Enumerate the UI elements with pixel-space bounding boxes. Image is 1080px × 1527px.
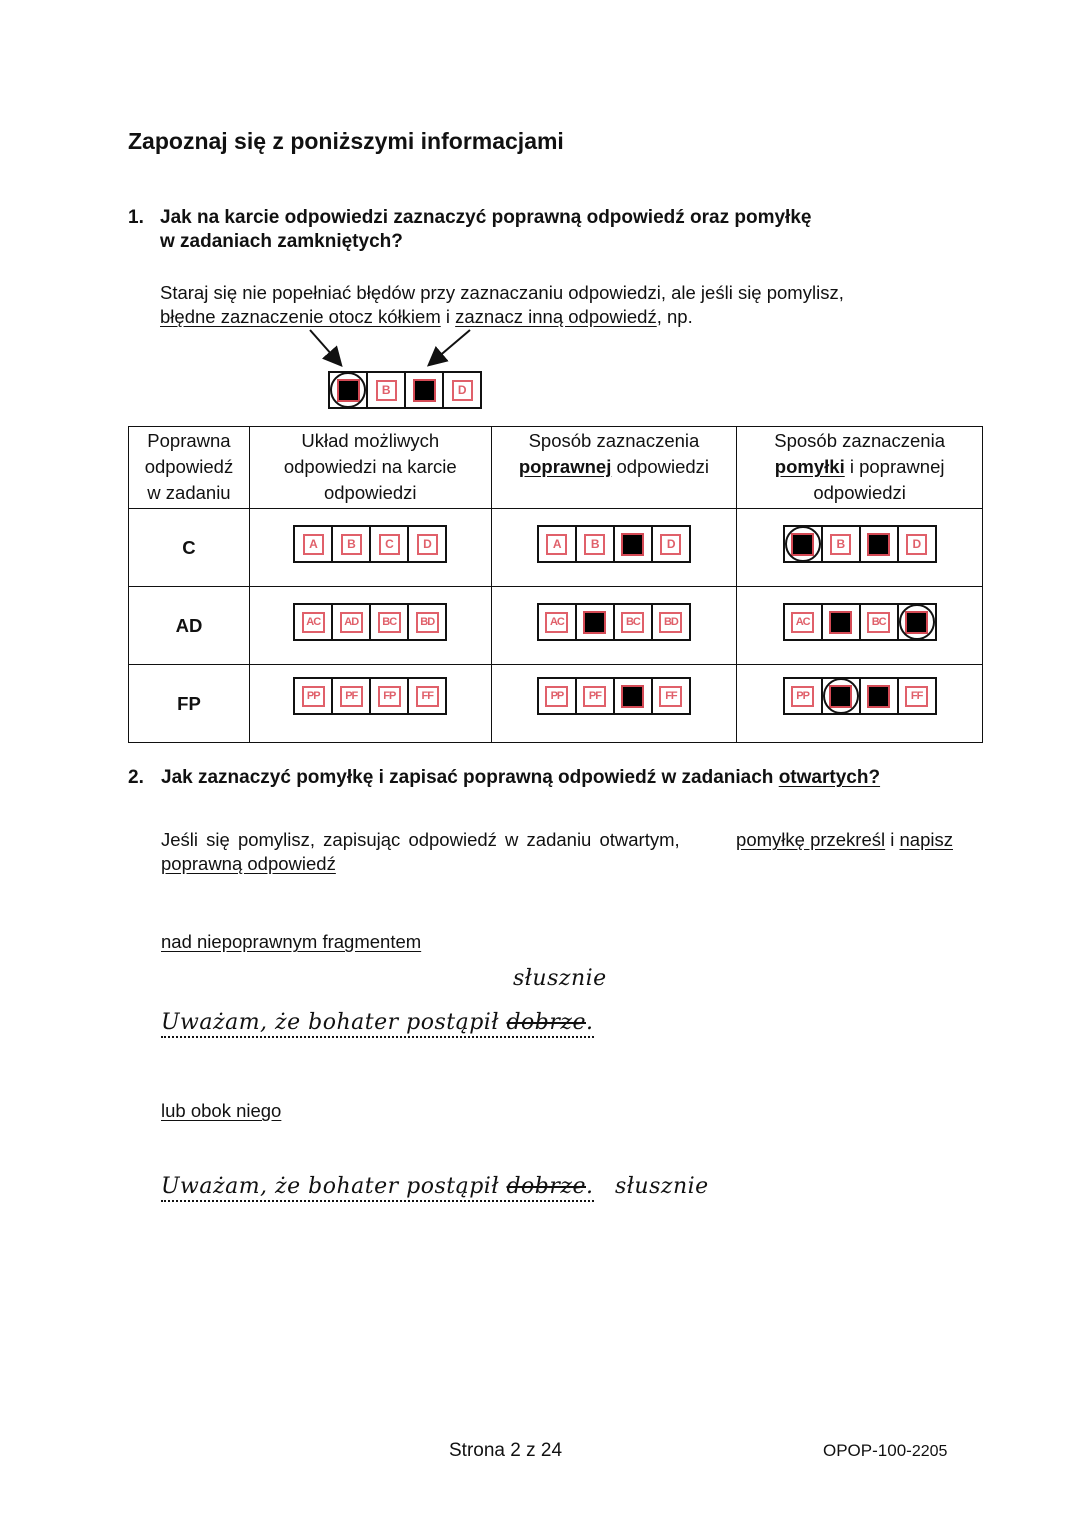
header-bold: pomyłki — [774, 456, 845, 477]
mistake-strip — [783, 525, 937, 563]
section2-number: 2. — [128, 767, 144, 788]
answer-option: AC — [545, 612, 568, 633]
answer-cell — [331, 605, 369, 639]
answer-cell — [897, 527, 935, 561]
answer-option: BC — [378, 612, 401, 633]
row-mistake-cell — [737, 665, 983, 743]
layout-strip — [293, 677, 447, 715]
section1-paragraph — [160, 281, 844, 329]
sentence-text: Uważam, że bohater postąpił — [161, 1174, 507, 1199]
strike-instruction: pomyłkę przekreśl — [736, 829, 886, 850]
answer-option: BD — [659, 612, 682, 633]
filled-box-icon — [583, 611, 606, 634]
answer-option: B — [376, 380, 397, 401]
answer-cell — [859, 527, 897, 561]
answer-cell — [785, 679, 821, 713]
answer-option: D — [660, 534, 681, 555]
answer-cell — [330, 373, 366, 407]
answer-cell — [442, 373, 480, 407]
answer-cell — [539, 679, 575, 713]
answer-option: BD — [416, 612, 439, 633]
header-text: Sposób zaznaczenia — [774, 430, 945, 451]
page-number: Strona 2 z 24 — [449, 1440, 563, 1461]
header-text: odpowiedzi — [323, 482, 417, 503]
filled-box-icon — [829, 611, 852, 634]
answer-cell — [369, 679, 407, 713]
section1-title-line2: w zadaniach zamkniętych? — [160, 231, 403, 252]
answer-option: PP — [545, 686, 568, 707]
answer-cell — [651, 527, 689, 561]
mistake-circle-icon — [785, 526, 821, 562]
answer-cell — [575, 605, 613, 639]
row-correct-cell — [491, 587, 737, 665]
answer-cell — [613, 605, 651, 639]
row-answer: C — [129, 509, 250, 587]
code-suffix: 2205 — [911, 1443, 948, 1460]
circle-instruction: błędne zaznaczenie otocz kółkiem — [160, 306, 441, 327]
answer-cell — [295, 527, 331, 561]
answer-cell — [404, 373, 442, 407]
answer-option: A — [303, 534, 324, 555]
row-layout-cell — [249, 587, 491, 665]
row-correct-cell — [491, 665, 737, 743]
header-bold: poprawnej — [518, 456, 612, 477]
layout-strip — [293, 603, 447, 641]
section2-title — [161, 766, 880, 790]
table-row — [129, 587, 983, 665]
sentence-end: . — [586, 1174, 594, 1199]
layout-strip — [293, 525, 447, 563]
header-text — [737, 454, 982, 480]
section1-number: 1. — [128, 207, 144, 228]
answer-option: B — [341, 534, 362, 555]
answer-cell — [407, 605, 445, 639]
header-text: Sposób zaznaczenia — [528, 430, 700, 451]
answer-cell — [651, 605, 689, 639]
mistake-strip — [783, 603, 937, 641]
example-above-correction: słusznie — [513, 966, 607, 991]
answer-cell — [407, 679, 445, 713]
answer-cell — [407, 527, 445, 561]
answer-cell — [859, 605, 897, 639]
section2-paragraph — [161, 828, 953, 876]
header-correct-answer — [129, 427, 250, 509]
sentence-text: Uważam, że bohater postąpił — [161, 1010, 507, 1035]
answer-cell — [897, 605, 935, 639]
answer-cell — [575, 527, 613, 561]
row-answer: AD — [129, 587, 250, 665]
beside-correction: słusznie — [615, 1174, 709, 1199]
answer-cell — [575, 679, 613, 713]
correct-strip — [537, 677, 691, 715]
mistake-circle-icon — [823, 678, 859, 714]
header-mistake-marking — [737, 427, 983, 509]
answer-option: PF — [583, 686, 606, 707]
mistake-circle-icon — [330, 372, 366, 408]
code-prefix: OPOP-100- — [823, 1441, 912, 1460]
section2-title-underlined: otwartych? — [778, 767, 881, 788]
answer-cell — [859, 679, 897, 713]
example-answer-strip — [328, 371, 482, 409]
answer-option: PP — [302, 686, 325, 707]
handwritten-sentence — [161, 1174, 594, 1202]
row-answer: FP — [129, 665, 250, 743]
answer-cell — [613, 527, 651, 561]
header-text: odpowiedzi — [813, 482, 906, 503]
header-correct-marking — [491, 427, 737, 509]
answer-cell — [366, 373, 404, 407]
answer-option: C — [379, 534, 400, 555]
answer-cell — [651, 679, 689, 713]
struck-word: dobrze — [506, 1174, 586, 1199]
para-instruction — [736, 828, 953, 852]
answer-cell — [539, 527, 575, 561]
answer-cell — [539, 605, 575, 639]
header-text: odpowiedzi — [611, 456, 710, 477]
answer-cell — [331, 679, 369, 713]
answer-option: A — [546, 534, 567, 555]
answer-option: FF — [905, 686, 928, 707]
answer-option: BC — [621, 612, 644, 633]
answer-option: B — [830, 534, 851, 555]
answer-cell — [821, 527, 859, 561]
header-text — [492, 454, 737, 480]
example-above-sentence — [161, 1010, 594, 1035]
answer-option: FF — [659, 686, 682, 707]
write-instruction: napisz — [899, 829, 953, 850]
answer-cell — [369, 527, 407, 561]
answer-cell — [613, 679, 651, 713]
header-text: odpowiedź — [144, 456, 234, 477]
answer-option: AC — [302, 612, 325, 633]
page-heading: Zapoznaj się z poniższymi informacjami — [128, 128, 564, 154]
answer-option: AC — [791, 612, 814, 633]
example-intro: , np. — [656, 306, 693, 327]
answer-option: D — [452, 380, 473, 401]
section2-title-text: Jak zaznaczyć pomyłkę i zapisać poprawną odpowiedź w zadaniach — [161, 767, 779, 788]
header-text: i poprawnej — [844, 456, 945, 477]
conjunction: i — [885, 829, 900, 850]
header-layout — [249, 427, 491, 509]
handwritten-sentence — [161, 1010, 594, 1038]
answer-option: FF — [416, 686, 439, 707]
answer-cell — [369, 605, 407, 639]
answer-option: D — [417, 534, 438, 555]
answer-option: D — [906, 534, 927, 555]
sentence-end: . — [586, 1010, 594, 1035]
header-text: w zadaniu — [147, 482, 231, 503]
answer-cell — [821, 679, 859, 713]
marking-rules-table — [128, 426, 983, 743]
para-text: Jeśli się pomylisz, zapisując odpowiedź w zadaniu otwartym, — [161, 829, 680, 850]
answer-cell — [821, 605, 859, 639]
conjunction: i — [440, 306, 456, 327]
filled-box-icon — [413, 379, 436, 402]
answer-cell — [785, 605, 821, 639]
answer-option: AD — [340, 612, 363, 633]
filled-box-icon — [621, 533, 644, 556]
write-instruction-cont: poprawną odpowiedź — [161, 853, 336, 874]
answer-cell — [295, 605, 331, 639]
table-header-row — [129, 427, 983, 509]
answer-option: PF — [340, 686, 363, 707]
document-code — [823, 1441, 947, 1461]
table-row — [129, 665, 983, 743]
mark-other-instruction: zaznacz inną odpowiedź — [455, 306, 657, 327]
answer-option: PP — [791, 686, 814, 707]
answer-option: FP — [378, 686, 401, 707]
mistake-strip — [783, 677, 937, 715]
header-text: Układ możliwych — [301, 430, 440, 451]
header-text: odpowiedzi na karcie — [283, 456, 457, 477]
filled-box-icon — [621, 685, 644, 708]
answer-cell — [785, 527, 821, 561]
correct-strip — [537, 603, 691, 641]
section2-para-line1 — [161, 828, 953, 852]
row-correct-cell — [491, 509, 737, 587]
answer-cell — [331, 527, 369, 561]
answer-option: BC — [867, 612, 890, 633]
section1-para-line2 — [160, 305, 844, 329]
struck-word: dobrze — [506, 1010, 586, 1035]
filled-box-icon — [867, 533, 890, 556]
row-mistake-cell — [737, 509, 983, 587]
example-beside-sentence — [161, 1174, 709, 1199]
example-beside-label: lub obok niego — [161, 1100, 282, 1121]
table-row — [129, 509, 983, 587]
row-mistake-cell — [737, 587, 983, 665]
answer-option: B — [584, 534, 605, 555]
section1-title-line1: Jak na karcie odpowiedzi zaznaczyć poprawną odpowiedź oraz pomyłkę — [160, 207, 812, 228]
row-layout-cell — [249, 665, 491, 743]
example-above-label: nad niepoprawnym fragmentem — [161, 931, 422, 952]
row-layout-cell — [249, 509, 491, 587]
correct-strip — [537, 525, 691, 563]
section1-para-line1: Staraj się nie popełniać błędów przy zaznaczaniu odpowiedzi, ale jeśli się pomylisz, — [160, 282, 844, 303]
filled-box-icon — [867, 685, 890, 708]
answer-cell — [897, 679, 935, 713]
header-text: Poprawna — [147, 430, 231, 451]
section1-title — [160, 206, 811, 254]
mistake-circle-icon — [899, 604, 935, 640]
answer-cell — [295, 679, 331, 713]
